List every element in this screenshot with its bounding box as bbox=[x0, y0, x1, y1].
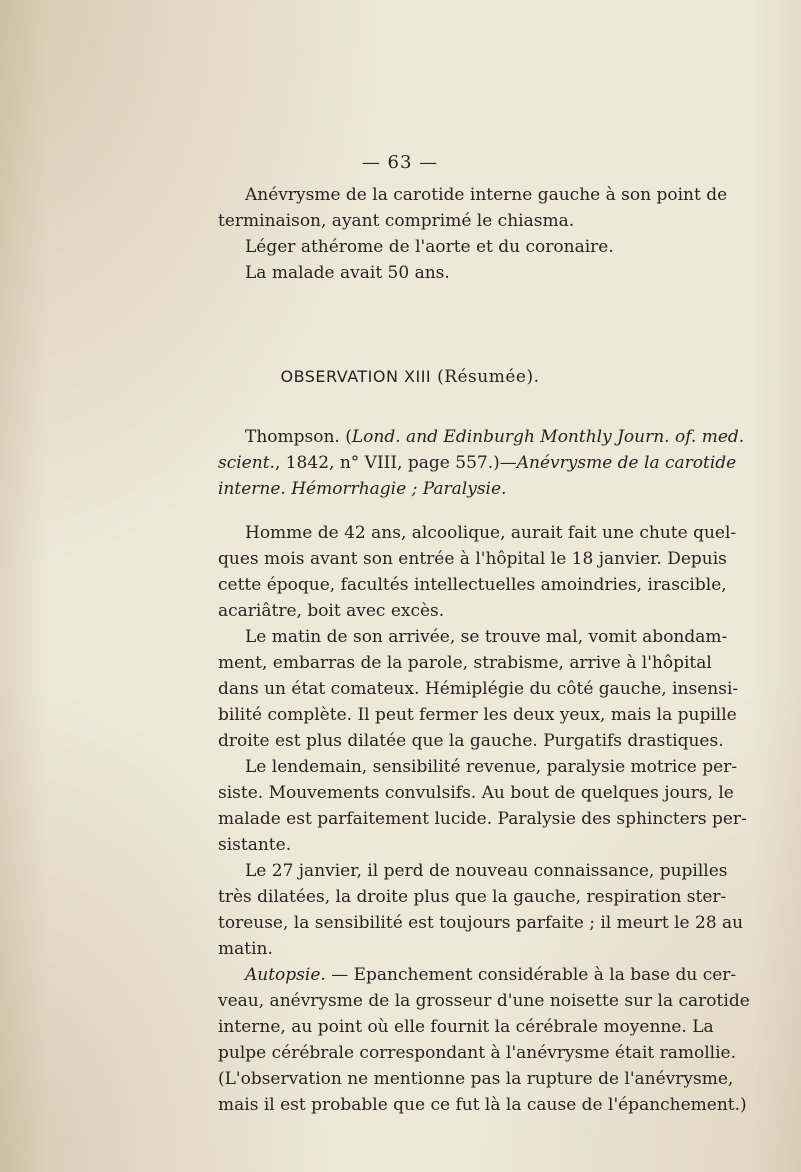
intro-line-1: Anévrysme de la carotide interne gauche à son point de bbox=[245, 185, 728, 205]
autopsy-label: Autopsie. bbox=[245, 965, 326, 985]
body-line-11: siste. Mouvements convulsifs. Au bout de quelques jours, le bbox=[218, 783, 734, 803]
body-line-4: acariâtre, boit avec excès. bbox=[218, 601, 445, 621]
observation-title: OBSERVATION XIII bbox=[280, 367, 432, 386]
autopsy-line-6: mais il est probable que ce fut là la cause de l'épanchement.) bbox=[218, 1095, 747, 1115]
reference-details: , 1842, n° VIII, page 557.)— bbox=[274, 453, 517, 473]
autopsy-line-4: pulpe cérébrale correspondant à l'anévrysme était ramollie. bbox=[218, 1043, 737, 1063]
intro-line-2: terminaison, ayant comprimé le chiasma. bbox=[218, 211, 575, 231]
body-line-13: sistante. bbox=[218, 835, 292, 855]
body-line-17: matin. bbox=[218, 939, 273, 959]
body-line-8: bilité complète. Il peut fermer les deux yeux, mais la pupille bbox=[218, 705, 737, 725]
reference-line-2 bbox=[218, 452, 736, 474]
body-line-12: malade est parfaitement lucide. Paralysie des sphincters per- bbox=[218, 809, 747, 829]
observation-subtitle: (Résumée). bbox=[437, 367, 540, 387]
autopsy-line-2: veau, anévrysme de la grosseur d'une noisette sur la carotide bbox=[218, 991, 750, 1011]
body-line-14: Le 27 janvier, il perd de nouveau connaissance, pupilles bbox=[245, 861, 728, 881]
body-line-5: Le matin de son arrivée, se trouve mal, vomit abondam- bbox=[245, 627, 728, 647]
body-line-9: droite est plus dilatée que la gauche. Purgatifs drastiques. bbox=[218, 731, 724, 751]
intro-line-4: La malade avait 50 ans. bbox=[245, 263, 450, 283]
reference-topic-2: interne. Hémorrhagie ; Paralysie. bbox=[218, 479, 507, 499]
autopsy-line-5: (L'observation ne mentionne pas la rupture de l'anévrysme, bbox=[218, 1069, 734, 1089]
body-line-10: Le lendemain, sensibilité revenue, paralysie motrice per- bbox=[245, 757, 738, 777]
autopsy-line-1 bbox=[245, 964, 737, 986]
body-line-16: toreuse, la sensibilité est toujours parfaite ; il meurt le 28 au bbox=[218, 913, 744, 933]
reference-journal-2: scient. bbox=[218, 453, 275, 473]
autopsy-line-1-text: — Epanchement considérable à la base du cer- bbox=[325, 965, 737, 985]
reference-author: Thompson. bbox=[245, 427, 340, 447]
reference-line-1 bbox=[245, 426, 745, 448]
body-line-6: ment, embarras de la parole, strabisme, arrive à l'hôpital bbox=[218, 653, 712, 673]
body-line-15: très dilatées, la droite plus que la gauche, respiration ster- bbox=[218, 887, 727, 907]
observation-heading bbox=[245, 367, 575, 387]
body-line-7: dans un état comateux. Hémiplégie du côté gauche, insensi- bbox=[218, 679, 739, 699]
body-line-1: Homme de 42 ans, alcoolique, aurait fait une chute quel- bbox=[245, 523, 737, 543]
page-number: — 63 — bbox=[361, 152, 439, 173]
reference-line-3 bbox=[218, 478, 506, 500]
reference-journal: Lond. and Edinburgh Monthly Journ. of. med. bbox=[351, 427, 745, 447]
intro-line-3: Léger athérome de l'aorte et du coronaire. bbox=[245, 237, 614, 257]
reference-topic-1: Anévrysme de la carotide bbox=[516, 453, 737, 473]
body-line-3: cette époque, facultés intellectuelles amoindries, irascible, bbox=[218, 575, 727, 595]
autopsy-line-3: interne, au point où elle fournit la cérébrale moyenne. La bbox=[218, 1017, 714, 1037]
body-line-2: ques mois avant son entrée à l'hôpital le 18 janvier. Depuis bbox=[218, 549, 727, 569]
reference-open-paren: ( bbox=[345, 427, 352, 447]
